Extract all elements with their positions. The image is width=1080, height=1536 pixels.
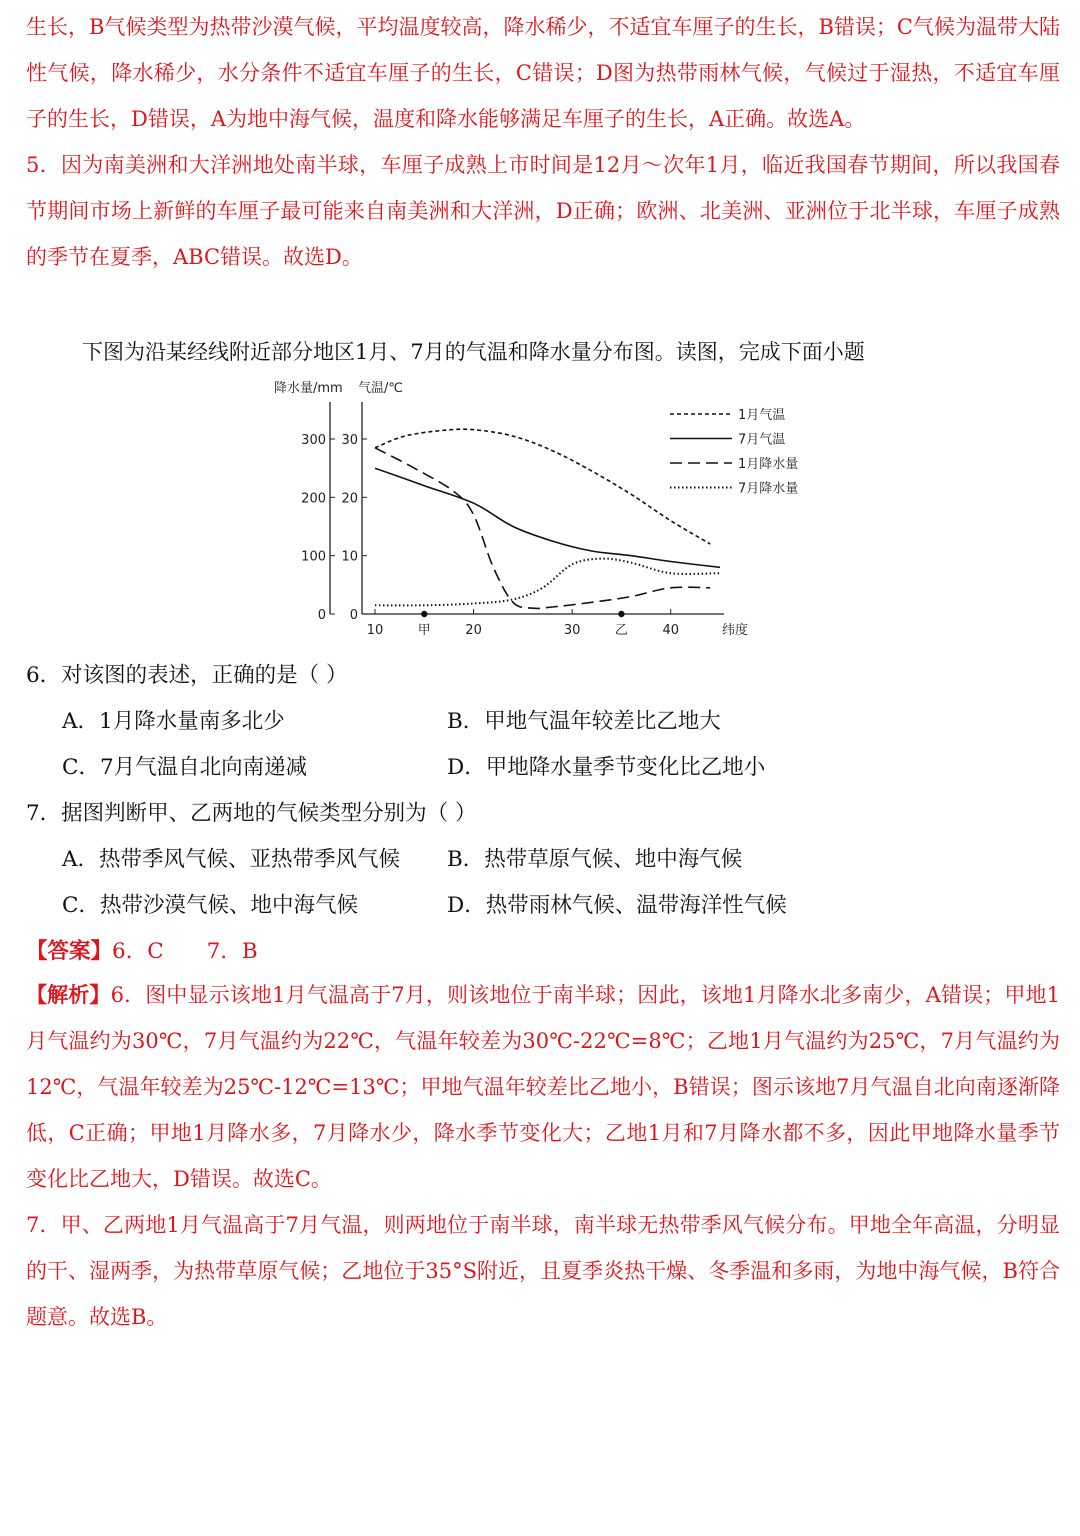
q6-option-c: C．7月气温自北向南递减: [62, 755, 308, 780]
series-line-3: [375, 448, 710, 609]
answer-line: [26, 934, 258, 965]
q7-option-d: D．热带雨林气候、温带海洋性气候: [447, 893, 787, 918]
temp-tick-label: 10: [341, 549, 358, 565]
prev-analysis-4-continued: 生长，B气候类型为热带沙漠气候，平均温度较高，降水稀少，不适宜车厘子的生长，B错误；C气候为温带大陆性气候，降水稀少，水分条件不适宜车厘子的生长，C错误；D图为热带雨林气候，气候过于湿热，不适宜车厘子的生长，D错误，A为地中海气候，温度和降水能够满足车厘子的生长，A正确。故选A。: [26, 15, 1060, 131]
q7-option-a: A．热带季风气候、亚热带季风气候: [62, 847, 401, 872]
analysis-6-text: 6．图中显示该地1月气温高于7月，则该地位于南半球；因此，该地1月降水北多南少，A错误；甲地1月气温约为30℃，7月气温约为22℃，气温年较差为30℃-22℃=8℃；乙地1月气温约为25℃，7月气温约为12℃，气温年较差为25℃-12℃=13℃；甲地气温年较差比乙地小，B错误；图示该地7月气温自北向南逐渐降低，C正确；甲地1月降水多，7月降水少，降水季节变化大；乙地1月和7月降水都不多，因此甲地降水量季节变化比乙地大，D错误。故选C。: [26, 983, 1060, 1191]
location-dot: [421, 611, 427, 617]
analysis-6: [26, 972, 1060, 1202]
x-tick-label: 20: [465, 623, 482, 638]
q7-option-b: B．热带草原气候、地中海气候: [447, 847, 743, 872]
series-line-2: [375, 468, 720, 567]
location-dot: [618, 611, 624, 617]
precip-axis-title: 降水量/mm: [274, 381, 343, 396]
precip-tick-label: 300: [301, 433, 326, 448]
legend-label-4: 7月降水量: [738, 481, 799, 497]
analysis-tag: 【解析】: [26, 982, 111, 1007]
analysis-7: 7．甲、乙两地1月气温高于7月气温，则两地位于南半球，南半球无热带季风气候分布。甲地全年高温，分明显的干、湿两季，为热带草原气候；乙地位于35°S附近，且夏季炎热干燥、冬季温和多雨，为地中海气候，B符合题意。故选B。: [26, 1213, 1060, 1329]
x-axis-title: 纬度: [721, 623, 749, 638]
temp-axis-title: 气温/℃: [358, 381, 403, 396]
x-tick-label: 10: [366, 623, 384, 638]
x-tick-label: 30: [563, 623, 581, 638]
q6-option-d: D．甲地降水量季节变化比乙地小: [447, 755, 766, 780]
climate-chart: [270, 372, 810, 650]
location-label: 乙: [614, 623, 628, 638]
precip-tick-label: 100: [301, 549, 326, 565]
legend-label-1: 1月气温: [738, 408, 786, 423]
q7-stem: 7．据图判断甲、乙两地的气候类型分别为（ ）: [26, 801, 477, 826]
question-intro: 下图为沿某经线附近部分地区1月、7月的气温和降水量分布图。读图，完成下面小题: [82, 340, 865, 364]
legend-label-3: 1月降水量: [738, 457, 799, 472]
series-line-4: [375, 559, 720, 606]
q6-option-a: A．1月降水量南多北少: [62, 709, 285, 734]
q6-stem: 6．对该图的表述，正确的是（ ）: [26, 663, 348, 688]
legend-label-2: 7月气温: [738, 432, 786, 448]
answer-tag: 【答案】: [26, 939, 113, 964]
answer-text: 6．C 7．B: [112, 939, 258, 964]
q6-option-b: B．甲地气温年较差比乙地大: [447, 709, 721, 734]
x-tick-label: 40: [662, 623, 679, 638]
temp-tick-label: 30: [341, 433, 358, 448]
q7-option-c: C．热带沙漠气候、地中海气候: [62, 893, 358, 918]
precip-tick-label: 0: [317, 608, 326, 623]
temp-tick-label: 20: [341, 491, 358, 507]
temp-tick-label: 0: [349, 608, 358, 623]
location-label: 甲: [417, 623, 431, 638]
precip-tick-label: 200: [301, 491, 326, 507]
prev-analysis-5: 5．因为南美洲和大洋洲地处南半球，车厘子成熟上市时间是12月～次年1月，临近我国春节期间，所以我国春节期间市场上新鲜的车厘子最可能来自南美洲和大洋洲，D正确；欧洲、北美洲、亚洲位于北半球，车厘子成熟的季节在夏季，ABC错误。故选D。: [26, 153, 1060, 269]
